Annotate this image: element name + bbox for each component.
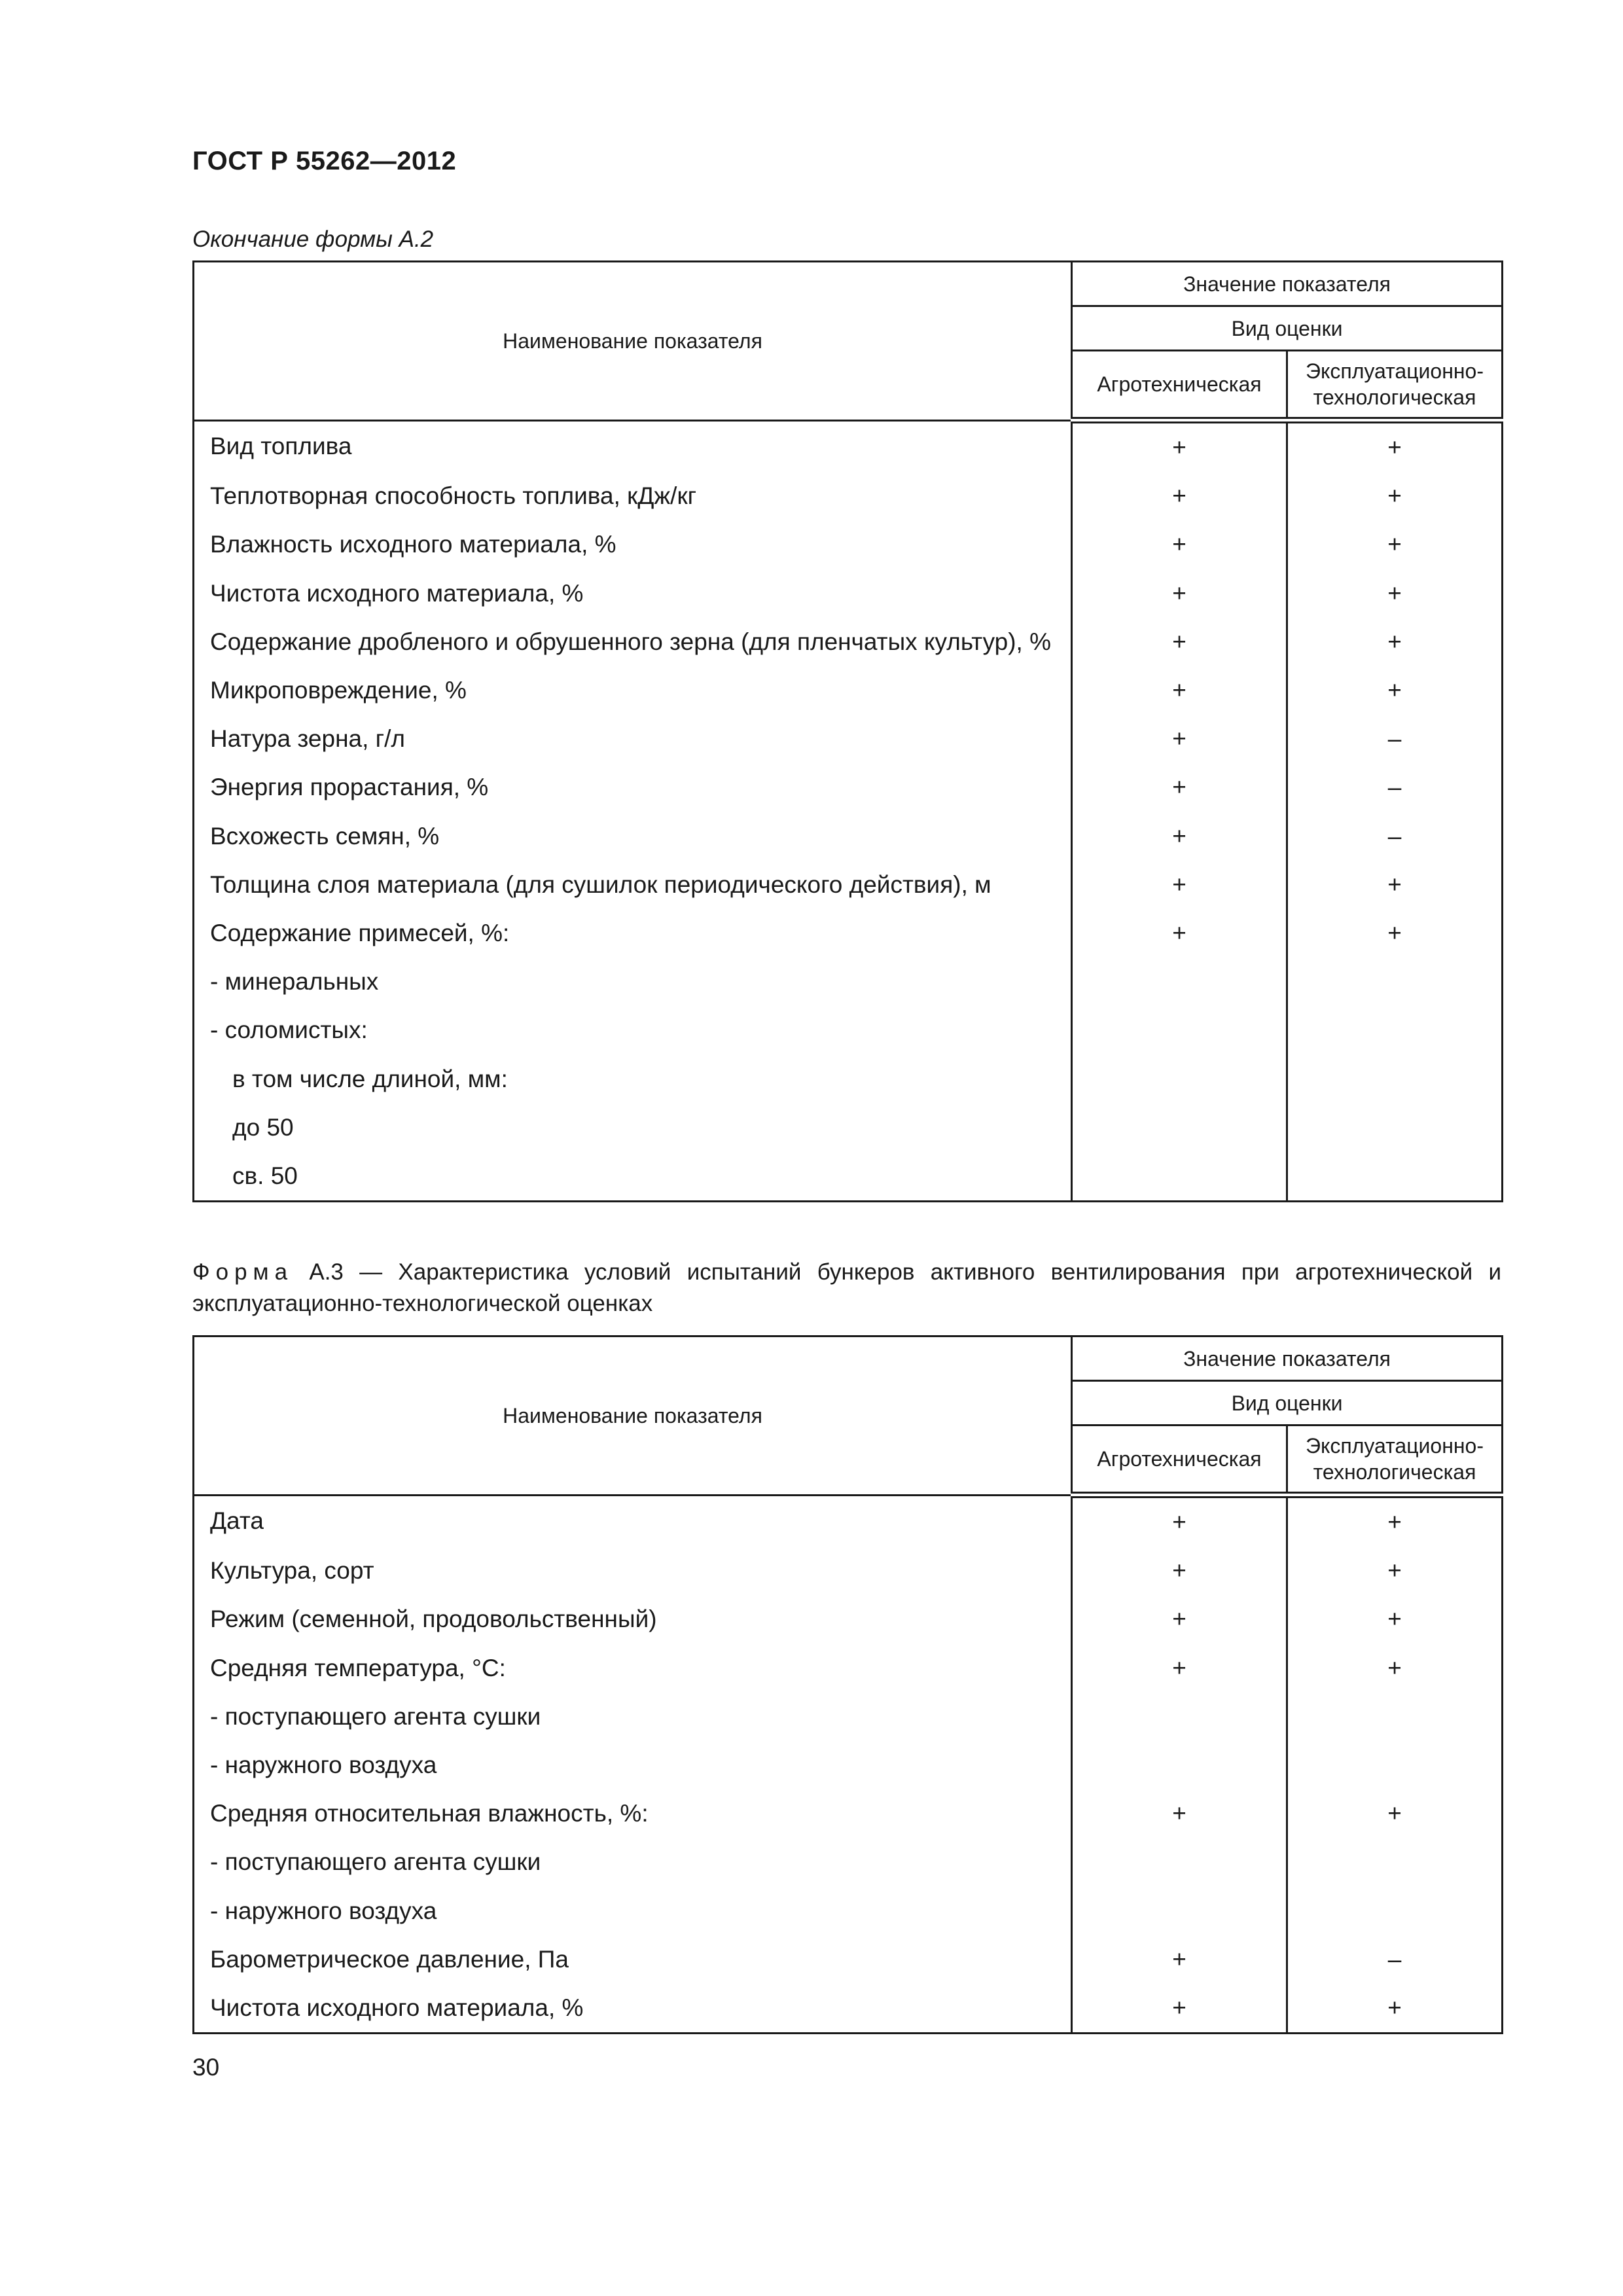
table-row [194,1789,1503,1838]
table-row [194,1984,1503,2034]
table-row [194,909,1503,958]
agro-mark-cell: + [1072,1547,1287,1595]
table-row [194,1887,1503,1935]
expl-mark-cell: + [1287,520,1503,569]
agro-mark-cell [1072,1693,1287,1741]
indicator-name-cell: Теплотворная способность топлива, кДж/кг [194,472,1072,520]
table-row [194,1495,1503,1547]
indicator-name-cell: Барометрическое давление, Па [194,1935,1072,1984]
agro-mark-cell [1072,1152,1287,1202]
agro-mark-cell: + [1072,569,1287,618]
agro-mark-cell [1072,1887,1287,1935]
agro-mark-cell: + [1072,812,1287,861]
indicator-name-cell: Натура зерна, г/л [194,715,1072,763]
table1-body [194,420,1503,1202]
table-row [194,1644,1503,1693]
indicator-name-cell: Влажность исходного материала, % [194,520,1072,569]
indicator-name-cell: - поступающего агента сушки [194,1693,1072,1741]
agro-mark-cell: + [1072,763,1287,812]
agro-mark-cell: + [1072,1935,1287,1984]
expl-mark-cell: + [1287,1789,1503,1838]
expl-mark-cell [1287,1054,1503,1103]
table-row [194,666,1503,715]
agro-mark-cell [1072,1741,1287,1789]
table-row [194,763,1503,812]
column-header-expl [1287,351,1503,421]
agro-mark-cell [1072,1103,1287,1152]
agro-mark-cell [1072,1006,1287,1054]
agro-mark-cell: + [1072,1495,1287,1547]
indicator-name-cell: Средняя температура, °С: [194,1644,1072,1693]
expl-mark-cell: – [1287,715,1503,763]
indicator-name-cell: Культура, сорт [194,1547,1072,1595]
indicator-name-cell: - наружного воздуха [194,1887,1072,1935]
indicator-name-cell: Энергия прорастания, % [194,763,1072,812]
column-header-agro: Агротехническая [1072,351,1287,421]
table-row [194,812,1503,861]
indicator-name-cell: Микроповреждение, % [194,666,1072,715]
column-header-agro: Агротехническая [1072,1426,1287,1496]
table-row [194,1547,1503,1595]
table2-caption [192,1257,1501,1319]
agro-mark-cell: + [1072,666,1287,715]
table-row [194,472,1503,520]
expl-mark-cell [1287,1006,1503,1054]
table-row [194,1741,1503,1789]
expl-mark-cell: + [1287,1644,1503,1693]
table-form-a2-end [192,260,1503,1202]
agro-mark-cell: + [1072,420,1287,472]
indicator-name-cell: - поступающего агента сушки [194,1838,1072,1886]
indicator-name-cell: Содержание дробленого и обрушенного зерна (для пленчатых культур), % [194,618,1072,666]
indicator-name-cell: Чистота исходного материала, % [194,1984,1072,2034]
indicator-name-cell: - минеральных [194,958,1072,1006]
expl-mark-cell [1287,1693,1503,1741]
column-group-value: Значение показателя [1072,262,1503,306]
indicator-name-cell: до 50 [194,1103,1072,1152]
expl-mark-cell: + [1287,1984,1503,2034]
expl-mark-cell: + [1287,909,1503,958]
agro-mark-cell [1072,958,1287,1006]
agro-mark-cell: + [1072,715,1287,763]
table-row [194,520,1503,569]
indicator-name-cell: Режим (семенной, продовольственный) [194,1595,1072,1643]
column-header-expl [1287,1426,1503,1496]
table1-caption: Окончание формы А.2 [192,226,434,252]
expl-mark-cell: + [1287,569,1503,618]
expl-mark-cell [1287,1152,1503,1202]
table-row [194,1935,1503,1984]
table2-body [194,1495,1503,2034]
expl-mark-cell [1287,1741,1503,1789]
indicator-name-cell: Содержание примесей, %: [194,909,1072,958]
table-row [194,420,1503,472]
agro-mark-cell [1072,1838,1287,1886]
indicator-name-cell: Всхожесть семян, % [194,812,1072,861]
indicator-name-cell: Чистота исходного материала, % [194,569,1072,618]
table-row [194,1006,1503,1054]
column-group-assessment-type: Вид оценки [1072,1381,1503,1426]
table2-caption-text: А.3 — Характеристика условий испытаний бункеров активного вентилирования при агротехнической и эксплуатационно-технологической оценках [192,1259,1501,1316]
expl-mark-cell [1287,1103,1503,1152]
agro-mark-cell: + [1072,861,1287,909]
table-row [194,1595,1503,1643]
table-row [194,569,1503,618]
indicator-name-cell: Средняя относительная влажность, %: [194,1789,1072,1838]
column-header-expl-line2: технологическая [1313,386,1476,409]
expl-mark-cell: – [1287,812,1503,861]
agro-mark-cell: + [1072,520,1287,569]
page-number: 30 [192,2054,220,2081]
expl-mark-cell [1287,958,1503,1006]
table-row [194,861,1503,909]
column-header-name: Наименование показателя [194,262,1072,421]
table-row [194,715,1503,763]
agro-mark-cell: + [1072,909,1287,958]
table-row [194,958,1503,1006]
indicator-name-cell: Толщина слоя материала (для сушилок периодического действия), м [194,861,1072,909]
indicator-name-cell: - наружного воздуха [194,1741,1072,1789]
expl-mark-cell: + [1287,666,1503,715]
expl-mark-cell: + [1287,1595,1503,1643]
indicator-name-cell: св. 50 [194,1152,1072,1202]
table-row [194,1152,1503,1202]
indicator-name-cell: в том числе длиной, мм: [194,1054,1072,1103]
table-row [194,1838,1503,1886]
column-group-assessment-type: Вид оценки [1072,306,1503,351]
table-form-a3 [192,1335,1503,2034]
indicator-name-cell: - соломистых: [194,1006,1072,1054]
agro-mark-cell [1072,1054,1287,1103]
expl-mark-cell: + [1287,420,1503,472]
column-header-name: Наименование показателя [194,1336,1072,1496]
table-row [194,618,1503,666]
document-code: ГОСТ Р 55262—2012 [192,147,457,175]
indicator-name-cell: Вид топлива [194,420,1072,472]
expl-mark-cell: + [1287,1495,1503,1547]
column-group-value: Значение показателя [1072,1336,1503,1381]
agro-mark-cell: + [1072,472,1287,520]
agro-mark-cell: + [1072,618,1287,666]
column-header-expl-line2: технологическая [1313,1460,1476,1484]
indicator-name-cell: Дата [194,1495,1072,1547]
expl-mark-cell [1287,1887,1503,1935]
expl-mark-cell: + [1287,472,1503,520]
column-header-expl-line1: Эксплуатационно- [1306,1434,1484,1458]
expl-mark-cell: + [1287,618,1503,666]
table2-caption-prefix: Форма [192,1259,294,1285]
table-row [194,1103,1503,1152]
table-row [194,1054,1503,1103]
expl-mark-cell: + [1287,861,1503,909]
table-row [194,1693,1503,1741]
expl-mark-cell: + [1287,1547,1503,1595]
agro-mark-cell: + [1072,1644,1287,1693]
expl-mark-cell: – [1287,763,1503,812]
agro-mark-cell: + [1072,1789,1287,1838]
expl-mark-cell [1287,1838,1503,1886]
column-header-expl-line1: Эксплуатационно- [1306,359,1484,383]
agro-mark-cell: + [1072,1984,1287,2034]
agro-mark-cell: + [1072,1595,1287,1643]
expl-mark-cell: – [1287,1935,1503,1984]
